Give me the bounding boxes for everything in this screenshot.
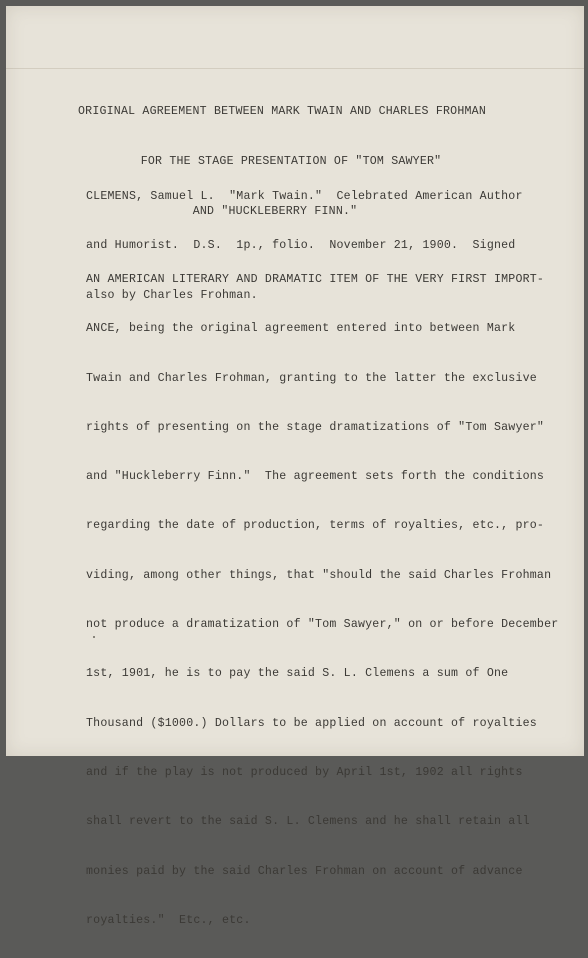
paragraph-line: CLEMENS, Samuel L. "Mark Twain." Celebrated American Author — [86, 190, 523, 203]
paragraph-line: also by Charles Frohman. — [86, 288, 258, 302]
paragraph-line: shall revert to the said S. L. Clemens and he shall retain all — [86, 815, 530, 829]
heading-line: ORIGINAL AGREEMENT BETWEEN MARK TWAIN AND CHARLES FROHMAN — [78, 105, 486, 118]
document-page — [6, 6, 584, 927]
heading-line: FOR THE STAGE PRESENTATION OF "TOM SAWYER" — [140, 155, 442, 168]
paragraph-line: ANCE, being the original agreement entered into between Mark — [86, 322, 516, 336]
paragraph-line: AN AMERICAN LITERARY AND DRAMATIC ITEM OF THE VERY FIRST IMPORT- — [86, 273, 545, 286]
paragraph-line: Twain and Charles Frohman, granting to the latter the exclusive — [86, 371, 537, 385]
description-paragraph — [86, 242, 559, 958]
paragraph-line: monies paid by the said Charles Frohman on account of advance — [86, 864, 523, 878]
paragraph-line: viding, among other things, that "should the said Charles Frohman — [86, 568, 552, 582]
paper-fold-line — [6, 68, 584, 69]
paragraph-line: not produce a dramatization of "Tom Sawyer," on or before December — [86, 618, 559, 632]
paragraph-line: rights of presenting on the stage dramatizations of "Tom Sawyer" — [86, 420, 545, 434]
paragraph-line: regarding the date of production, terms of royalties, etc., pro- — [86, 519, 545, 533]
paragraph-line: and "Huckleberry Finn." The agreement sets forth the conditions — [86, 470, 545, 484]
paragraph-line: and if the play is not produced by April 1st, 1902 all rights — [86, 765, 523, 779]
heading-line: AND "HUCKLEBERRY FINN." — [192, 205, 358, 218]
paragraph-line: Thousand ($1000.) Dollars to be applied on account of royalties — [86, 716, 537, 730]
pencil-mark — [93, 636, 95, 638]
paragraph-line: royalties." Etc., etc. — [86, 913, 251, 927]
paragraph-line: and Humorist. D.S. 1p., folio. November 21, 1900. Signed — [86, 239, 516, 253]
paragraph-line: 1st, 1901, he is to pay the said S. L. Clemens a sum of One — [86, 667, 509, 681]
